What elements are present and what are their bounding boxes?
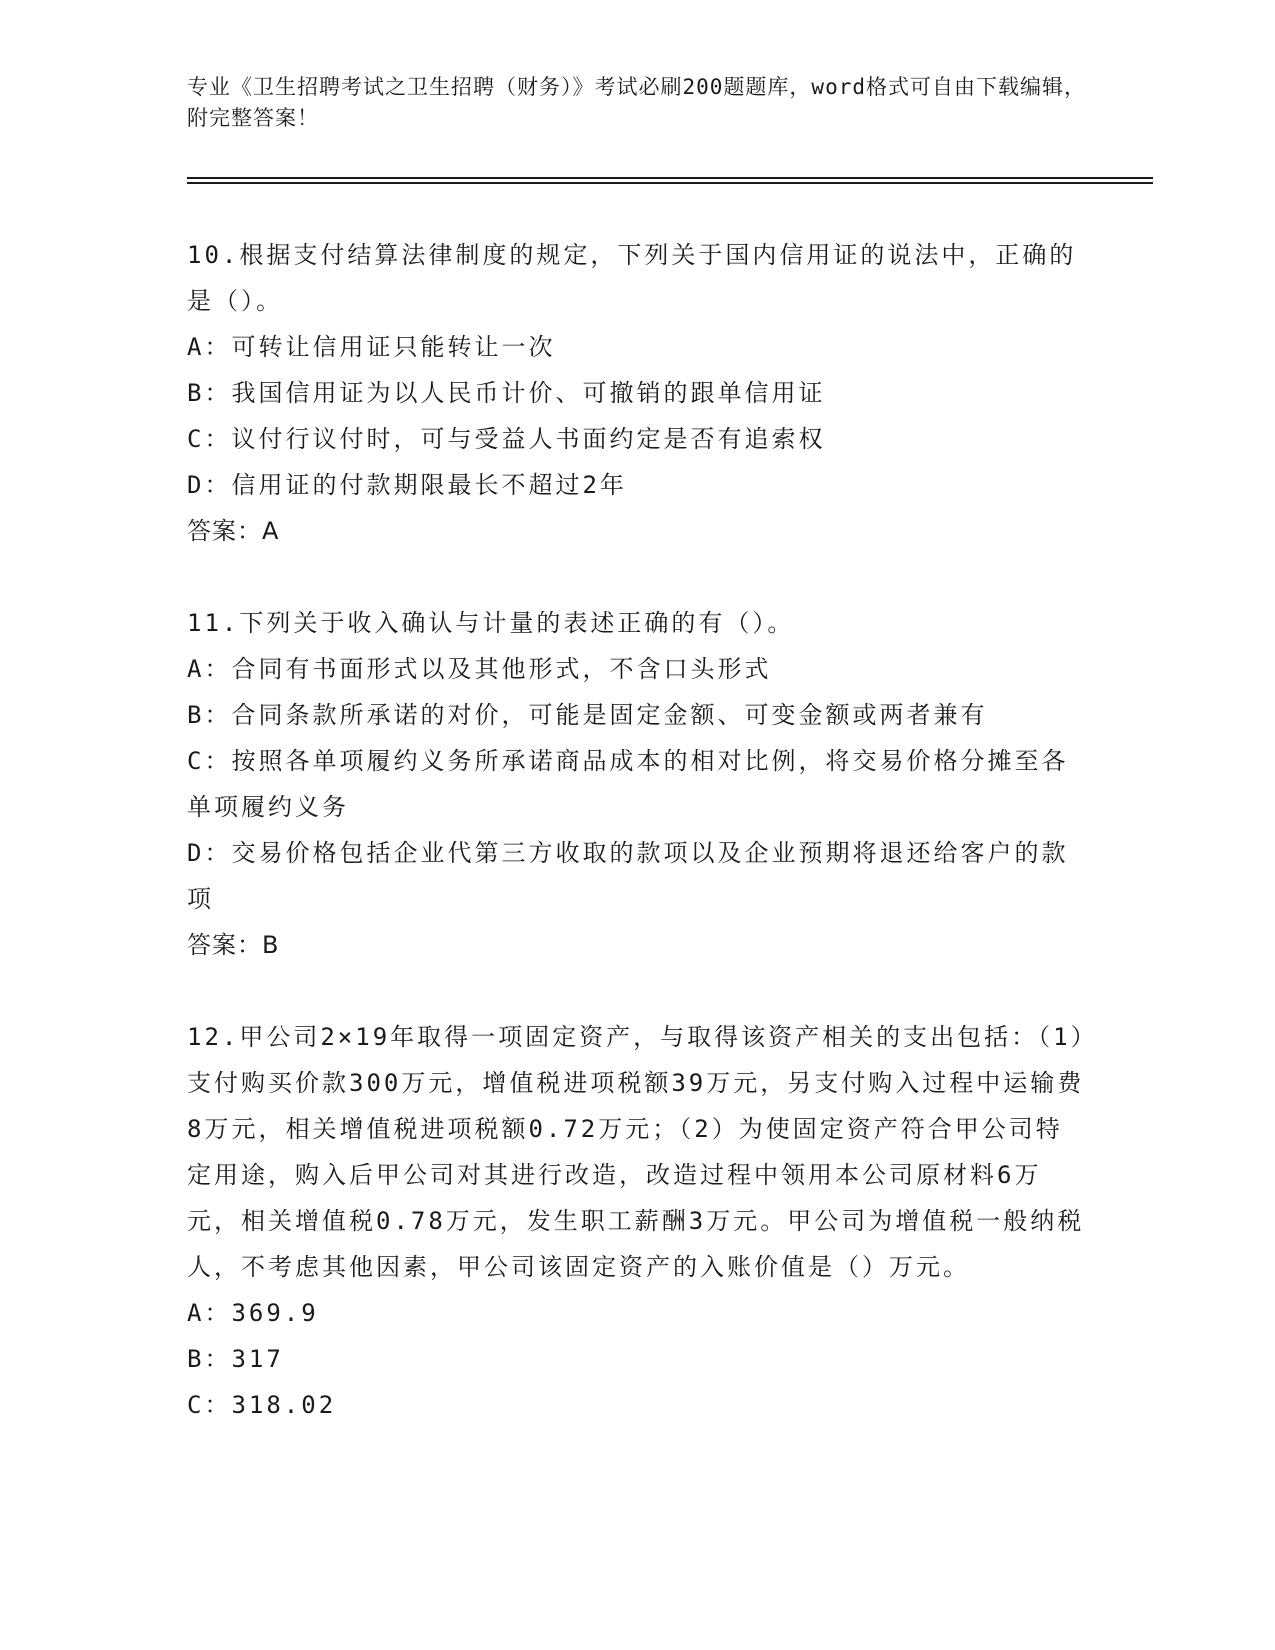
option-c: C：318.02 xyxy=(187,1391,337,1419)
option-c: C：按照各单项履约义务所承诺商品成本的相对比例，将交易价格分摊至各单项履约义务 xyxy=(187,747,1069,821)
question-stem: 12.甲公司2×19年取得一项固定资产，与取得该资产相关的支出包括：（1）支付购买价款300万元，增值税进项税额39万元，另支付购入过程中运输费8万元，相关增值税进项税额0.72万元；（2）为使固定资产符合甲公司特定用途，购入后甲公司对其进行改造，改造过程中领用本公司原材料6万元，相关增值税0.78万元，发生职工薪酬3万元。甲公司为增值税一般纳税人，不考虑其他因素，甲公司该固定资产的入账价值是（）万元。 xyxy=(187,1023,1086,1281)
option-a: A：可转让信用证只能转让一次 xyxy=(187,333,556,361)
option-a: A：合同有书面形式以及其他形式，不含口头形式 xyxy=(187,655,772,683)
question-stem: 11.下列关于收入确认与计量的表述正确的有（）。 xyxy=(187,609,795,637)
header-divider-bottom xyxy=(187,182,1153,184)
option-b: B：我国信用证为以人民币计价、可撤销的跟单信用证 xyxy=(187,379,826,407)
header-divider-top xyxy=(187,177,1153,179)
question-list xyxy=(187,232,1087,1474)
option-d: D：信用证的付款期限最长不超过2年 xyxy=(187,471,627,499)
option-c: C：议付行议付时，可与受益人书面约定是否有追索权 xyxy=(187,425,826,453)
option-a: A：369.9 xyxy=(187,1299,319,1327)
option-d: D：交易价格包括企业代第三方收取的款项以及企业预期将退还给客户的款项 xyxy=(187,839,1069,913)
question-12 xyxy=(187,1014,1087,1428)
option-b: B：合同条款所承诺的对价，可能是固定金额、可变金额或两者兼有 xyxy=(187,701,988,729)
question-11 xyxy=(187,600,1087,968)
question-stem: 10.根据支付结算法律制度的规定，下列关于国内信用证的说法中，正确的是（）。 xyxy=(187,241,1077,315)
option-b: B：317 xyxy=(187,1345,284,1373)
document-header: 专业《卫生招聘考试之卫生招聘（财务）》考试必刷200题题库，word格式可自由下载编辑，附完整答案！ xyxy=(187,75,1086,130)
question-10 xyxy=(187,232,1087,554)
answer: 答案：B xyxy=(187,931,280,959)
answer: 答案：A xyxy=(187,517,280,545)
